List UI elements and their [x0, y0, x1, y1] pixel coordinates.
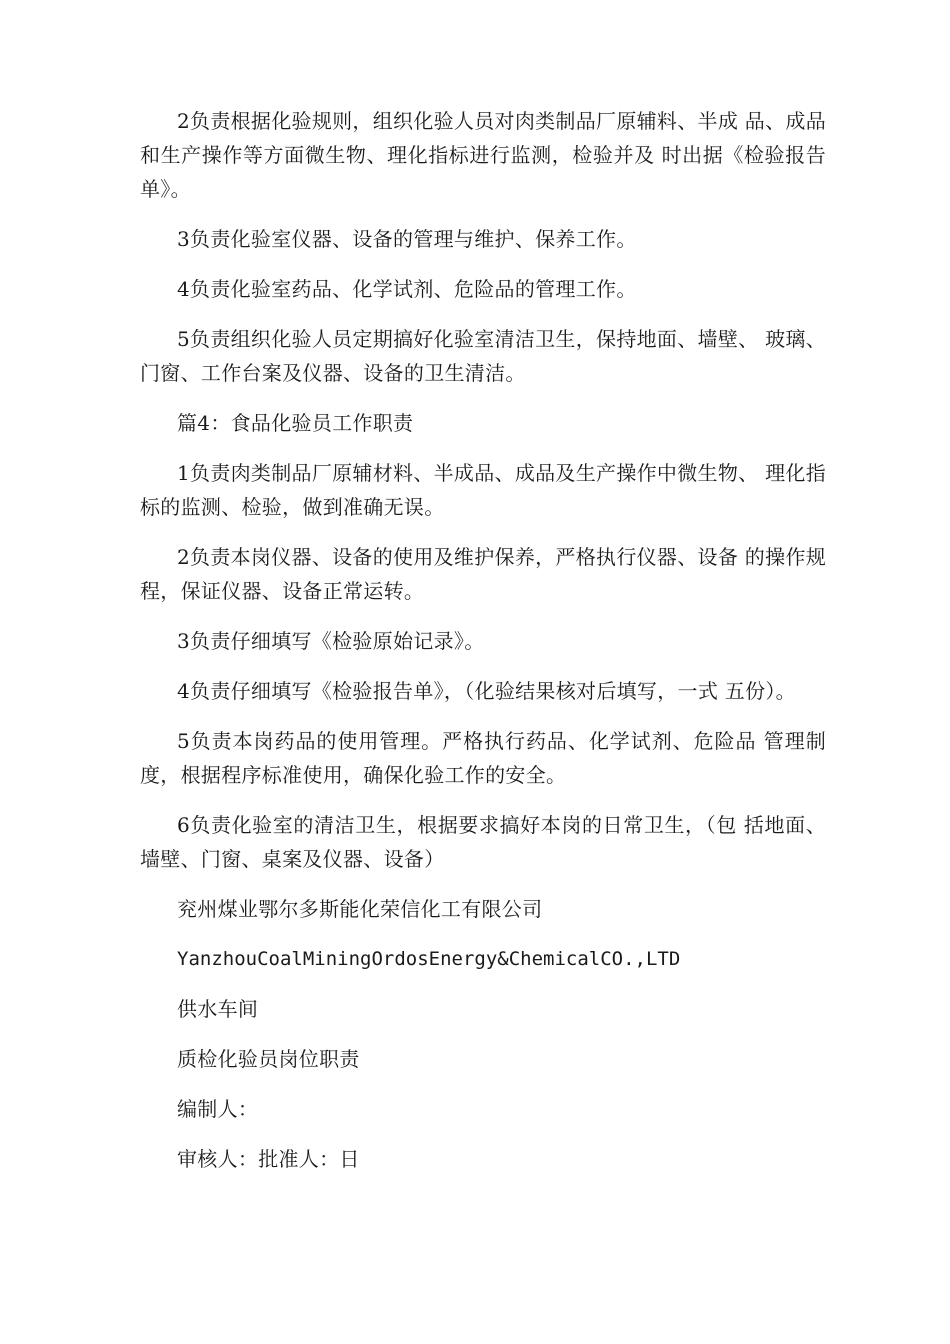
paragraph-food-duty-5: 5负责本岗药品的使用管理。严格执行药品、化学试剂、危险品 管理制度，根据程序标准使用，确保化验工作的安全。 [140, 729, 826, 787]
document-body [140, 104, 826, 1192]
paragraph-duty-4-chemicals: 4负责化验室药品、化学试剂、危险品的管理工作。 [177, 277, 637, 301]
paragraph-food-duty-1: 1负责肉类制品厂原辅材料、半成品、成品及生产操作中微生物、 理化指标的监测、检验，做到准确无误。 [140, 461, 826, 519]
paragraph-duty-3-instruments: 3负责化验室仪器、设备的管理与维护、保养工作。 [177, 227, 637, 251]
section-heading: 篇4：食品化验员工作职责 [177, 411, 414, 435]
company-name-en: YanzhouCoalMiningOrdosEnergy&ChemicalCO.,LTD [177, 948, 681, 970]
company-name-cn: 兖州煤业鄂尔多斯能化荣信化工有限公司 [177, 897, 543, 921]
document-title: 质检化验员岗位职责 [177, 1047, 360, 1071]
paragraph-food-duty-3: 3负责仔细填写《检验原始记录》。 [177, 629, 485, 653]
paragraph-food-duty-4: 4负责仔细填写《检验报告单》，（化验结果核对后填写，一式 五份）。 [177, 679, 796, 703]
workshop-name: 供水车间 [177, 997, 259, 1021]
paragraph-food-duty-2: 2负责本岗仪器、设备的使用及维护保养，严格执行仪器、设备 的操作规程，保证仪器、设备正常运转。 [140, 545, 826, 603]
review-approve-label: 审核人：批准人：日 [177, 1147, 360, 1171]
paragraph-food-duty-6: 6负责化验室的清洁卫生，根据要求搞好本岗的日常卫生，（包 括地面、墙壁、门窗、桌案及仪器、设备） [140, 813, 826, 871]
paragraph-duty-5-cleaning: 5负责组织化验人员定期搞好化验室清洁卫生，保持地面、墙壁、 玻璃、门窗、工作台案及仪器、设备的卫生清洁。 [140, 327, 826, 385]
paragraph-duty-2-inspection: 2负责根据化验规则，组织化验人员对肉类制品厂原辅料、半成 品、成品和生产操作等方面微生物、理化指标进行监测，检验并及 时出据《检验报告单》。 [140, 109, 826, 201]
compiled-by-label: 编制人： [177, 1097, 259, 1121]
